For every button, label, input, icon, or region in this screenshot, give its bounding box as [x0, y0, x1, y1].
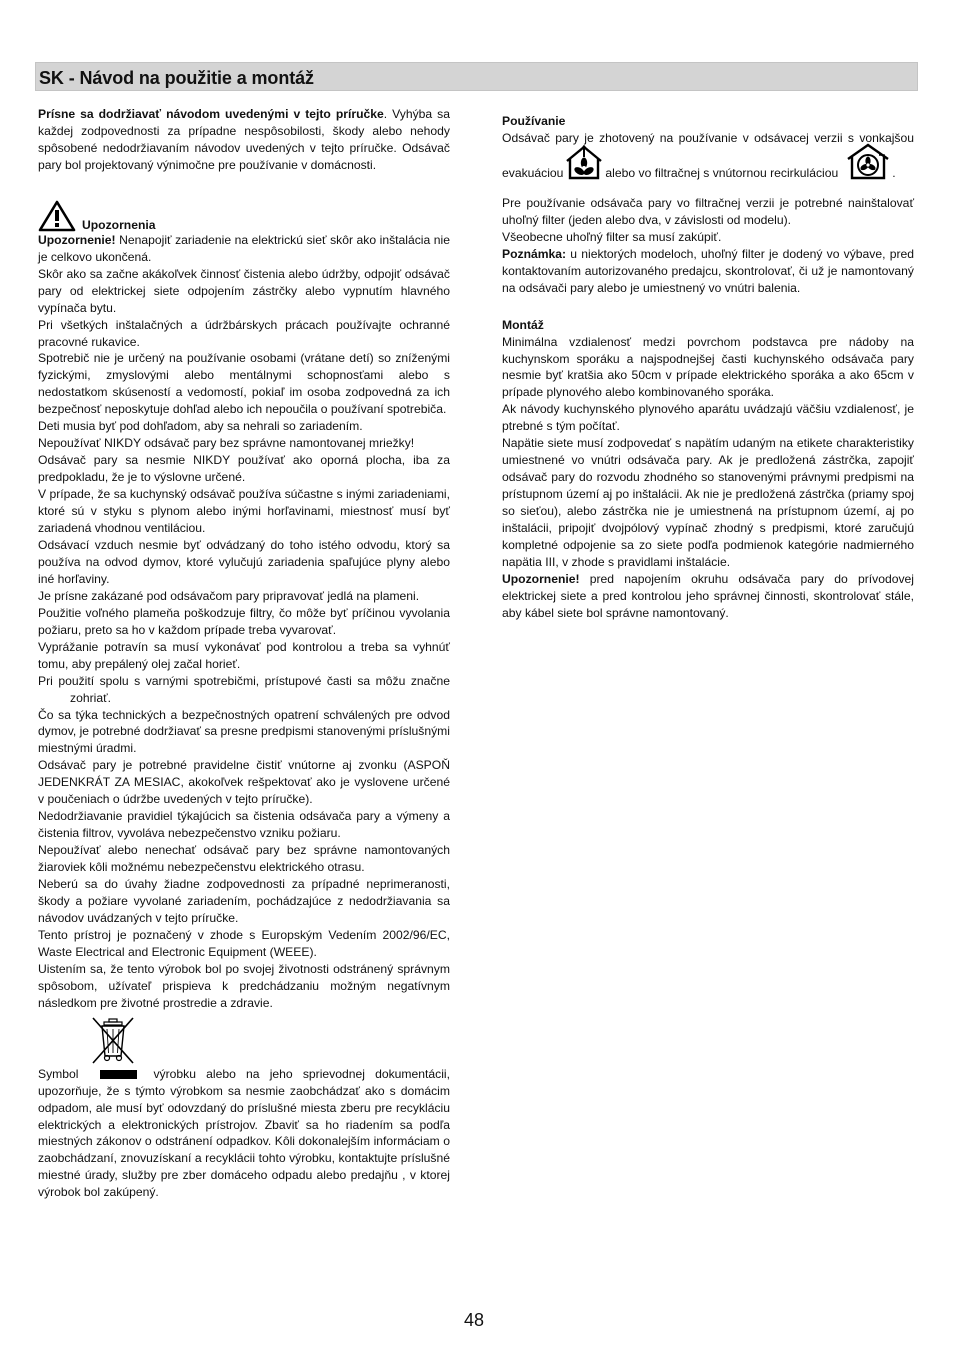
paragraph: Neberú sa do úvahy žiadne zodpovednosti za prípadné neprimeranosti, škody a požiare vyvolané zariadením, pochádzajúce z nedodržiavania sa návodov uvádzaných v tejto príručke.	[38, 877, 450, 925]
paragraph: Je prísne zakázané pod odsávačom pary pripravovať jedlá na plameni.	[38, 588, 420, 603]
montage-paragraph: Ak návody kuchynského plynového aparátu uvádzajú väčšiu vzdialenosť, je ptrebné s tým počítať.	[502, 402, 914, 434]
warning-text: Nenapojiť zariadenie na elektrickú sieť skôr ako inštalácia nie je celkovo ukončená.	[38, 232, 450, 264]
paragraph: Nepoužívať alebo nenechať odsávač pary bez správne namontovaných žiaroviek kôli možnému nebezpečenstvu elektrického otrasu.	[38, 843, 450, 875]
recirculation-label: alebo vo filtračnej s vnútornou recirkuláciou	[605, 165, 839, 180]
right-column	[502, 113, 914, 622]
paragraph: Uistením sa, že tento výrobok bol po svojej životnosti odstránený správnym spôsobom, užívateľ prispieva k predchádzaniu možným negatívnym následkom pre životné prostredie a zdravie.	[38, 961, 450, 1010]
paragraph: Spotrebič nie je určený na používanie osobami (vrátane detí) so zníženými fyzickými, zmyslovými alebo mentálnymi schopnosťami alebo s nedostatkom skúseností a vedomostí, pokiaľ im osoba zodpovedná za ich bezpečnosť neposkytuje dohľad alebo ich nepoučila o používaní spotrebiča.	[38, 351, 450, 417]
montage-paragraph: Napätie siete musí zodpovedať s napätím udaným na etikete charakteristiky umiestnené vo vnútri odsávača pary. Ak je predložená zástrčka, zapojiť odsávač pary do rozvodu zhodného so stanovenými právnymi predpismi na prístupnom území aj po inštalácii. Ak nie je predložená zástrčka (priamy spoj so sieťou), alebo zástrčka nie je umiestnená na prístupnom území, aj po inštalácii, pripojiť dvojpólový vypínač zhodný s predpismi, ktoré zaručujú kompletné odpojenie sa zo siete podľa podmienok kategórie nadmierného napätia III, v zhode s pravidlami inštalácie.	[502, 436, 914, 569]
note-paragraph	[502, 246, 914, 297]
intro-text: . Vyhýba sa každej zodpovednosti za prípadne nespôsobilosti, škody alebo nehody spôsobené nedodržiavaním návodov uvedených v tejto príručke. Odsávač pary bol projektovaný výnimočne pre používanie v domácnosti.	[38, 107, 450, 172]
usage-icons-line	[502, 143, 914, 195]
warning2-paragraph	[502, 571, 914, 622]
house-fan-exhaust-icon	[565, 145, 603, 195]
warning-paragraph	[38, 232, 450, 266]
warning-heading: Upozornenia	[82, 217, 156, 232]
paragraph: Vyprážanie potravín sa musí vykonávať pod kontrolou a treba sa vyhnúť tomu, aby prepálený olej začal horieť.	[38, 639, 450, 671]
intro-paragraph	[38, 106, 450, 174]
warning-bold: Upozornenie!	[38, 232, 116, 247]
paragraph: Odsávací vzduch nesmie byť odvádzaný do toho istého odvodu, ktorý sa používa na odvod dymov, ktoré vylučujú zariadenia spaľujúce plyny alebo iné horľaviny.	[38, 537, 450, 586]
symbol-word: Symbol	[38, 1066, 79, 1081]
paragraph: Čo sa týka technických a bezpečnostných opatrení schválených pre odvod dymov, je potrebné dodržiavať sa presne predpismi stanovenými príslušnými miestnými úradmi.	[38, 707, 450, 756]
usage-line: Odsávač pary je zhotovený na používanie v odsávacej verzii s vonkajšou	[502, 130, 914, 145]
intro-bold: Prísne sa dodržiavať návodom uvedenými v tejto príručke	[38, 107, 384, 121]
usage-dot: .	[892, 165, 896, 180]
montage-paragraph: Minimálna vzdialenosť medzi povrchom podstavca pre nádoby na kuchynskom sporáku a najspodnejšej časti kuchynského odsávača pary nesmie byť kratšia ako 50cm v prípade elektrického sporáka a ako 65cm v prípade plynového alebo kombinovaného sporáka.	[502, 334, 914, 400]
paragraph: Použitie voľného plameňa poškodzuje filtry, čo môže byť príčinou vyvolania požiaru, preto sa ho v každom prípade treba vyvarovať.	[38, 605, 450, 637]
usage-buy: Všeobecne uhoľný filter sa musí zakúpiť.	[502, 229, 722, 244]
page-number: 48	[464, 1310, 485, 1330]
paragraph: V prípade, že sa kuchynský odsávač používa súčastne s inými zariadeniami, ktoré sú v styku s plynom alebo inými horľavinami, miestnosť musí byť zariadená vhodnou ventiláciou.	[38, 487, 450, 536]
note-bold: Poznámka:	[502, 246, 567, 261]
black-bar-symbol-icon	[100, 1070, 137, 1079]
paragraph: Skôr ako sa začne akákoľvek činnosť čistenia alebo údržby, odpojiť odsávač pary od elektrickej siete odpojením zástrčky alebo vypnutím hlavného vypínača bytu.	[38, 266, 450, 315]
note-text: u niektorých modeloch, uhoľný filter je dodený vo výbave, pred kontaktovaním autorizovaného predajcu, skontrolovať, či už je namontovaný na odsávači pary alebo je umiestnený vo vnútri balenia.	[502, 246, 914, 295]
paragraph: Pri použití spolu s varnými spotrebičmi, prístupové časti sa môžu značne	[38, 673, 450, 688]
evacuation-label: evakuáciou	[502, 165, 564, 180]
warning-heading-row	[38, 200, 450, 232]
paragraph: Odsávač pary sa nesmie NIKDY používať ako oporná plocha, iba za predpokladu, že je to výslovne určené.	[38, 453, 450, 485]
paragraph-continuation: zohriať.	[70, 690, 111, 705]
paragraph: Nepoužívať NIKDY odsávač pary bez správne namontovanej mriežky!	[38, 436, 415, 451]
warning2-bold: Upozornenie!	[502, 571, 580, 586]
paragraph: Tento prístroj je poznačený v zhode s Europským Vedením 2002/96/EC, Waste Electrical and Electronic Equipment (WEEE).	[38, 927, 450, 959]
montage-heading: Montáž	[502, 317, 544, 332]
warning2-text: pred napojením okruhu odsávača pary do prívodovej elektrickej siete a pred kontrolou jeho správnej činnosti, skontrolovať stále, aby kábel siete bol správne namontovaný.	[502, 571, 914, 620]
symbol-text: výrobku alebo na jeho sprievodnej dokumentácii, upozorňuje, že s týmto výrobkom sa nesmie zaobchádzať ako s domácim odpadom, ale musí byť odovzdaný do príslušné miesta zberu pre recykláciu elektrických a elektronických prístrojov. Zbaviť sa ho riadením sa podľa miestných zákonov o odstránení odpadkov. Kôli dokonalejším informáciam o zaobchádzaní, znovuzískaní a recyklácii tohto výrobku, kontaktujte príslušné miestné úrady, služby pre zber domáceho odpadu alebo predajňu , v ktorej výrobok bol zakúpený.	[38, 1066, 450, 1200]
usage-heading: Používanie	[502, 114, 566, 128]
section-header	[35, 62, 918, 91]
weee-crossed-bin-icon	[90, 1016, 450, 1066]
left-column	[38, 106, 450, 1201]
house-fan-recirculation-icon	[846, 143, 890, 195]
symbol-paragraph	[38, 1066, 450, 1202]
warning-triangle-icon	[38, 200, 76, 232]
paragraph: Odsávač pary je potrebné pravidelne čistiť vnútorne aj zvonku (ASPOŇ JEDENKRÁT ZA MESIAC, akokoľvek rešpektovať ako je vyslovene určené v poučeniach o údržbe uvedených v tejto príručke).	[38, 758, 450, 807]
paragraph: Pri všetkých inštalačných a údržbárskych prácach používajte ochranné pracovné rukavice.	[38, 317, 450, 349]
page-title: SK - Návod na použitie a montáž	[39, 68, 314, 88]
paragraph: Deti musia byť pod dohľadom, aby sa nehrali so zariadením.	[38, 419, 363, 434]
usage-filter: Pre používanie odsávača pary vo filtračnej verzii je potrebné nainštalovať uhoľný filter (jeden alebo dva, v závislosti od modelu).	[502, 195, 914, 227]
paragraph: Nedodržiavanie pravidiel týkajúcich sa čistenia odsávača pary a výmeny a čistenia filtrov, vyvoláva nebezpečenstvo vzniku požiaru.	[38, 809, 450, 841]
